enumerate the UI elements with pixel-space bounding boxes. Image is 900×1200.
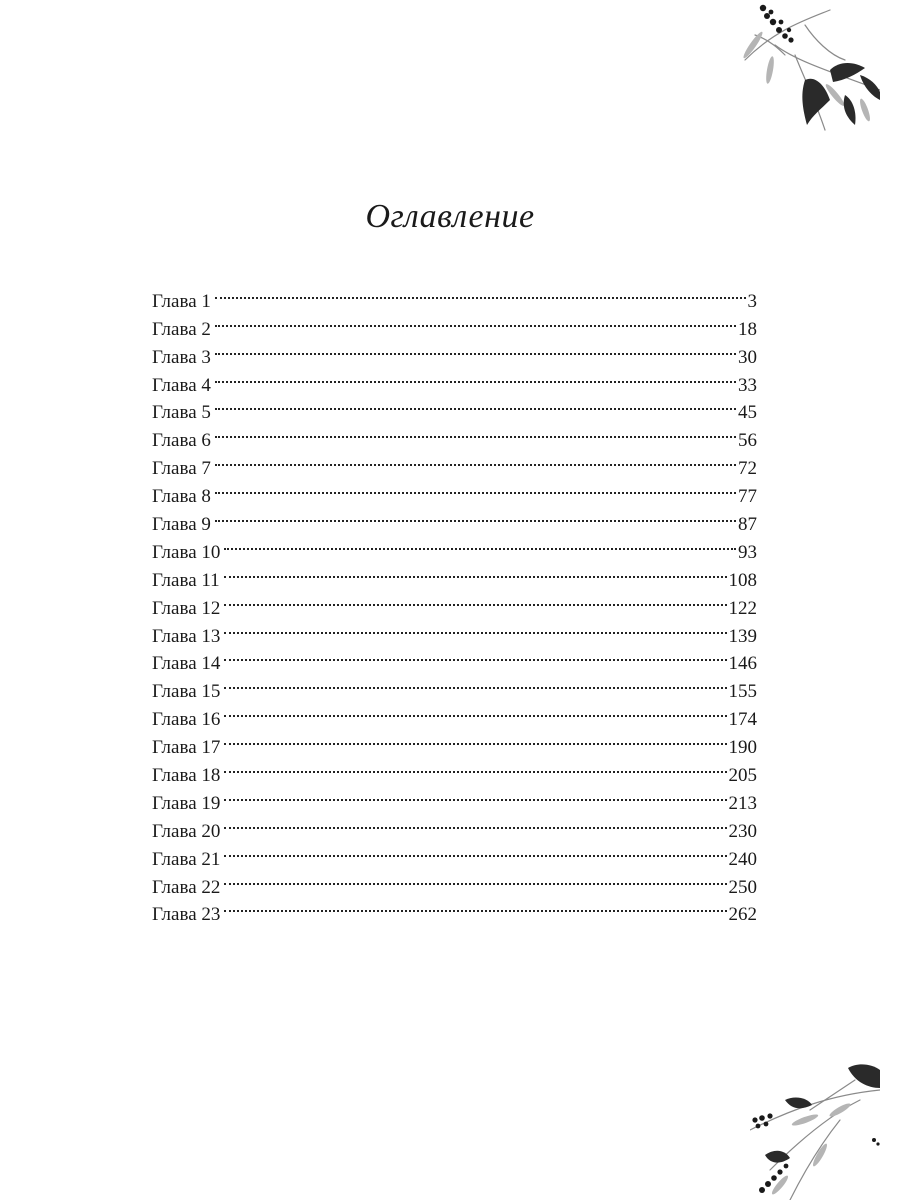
toc-dot-leader — [224, 642, 726, 670]
toc-page-number: 205 — [728, 765, 757, 787]
toc-chapter-label: Глава 1 — [152, 290, 211, 312]
toc-page-number: 122 — [728, 597, 757, 619]
toc-dot-leader — [224, 530, 736, 558]
toc-entry[interactable] — [152, 753, 757, 787]
toc-dot-leader — [215, 391, 736, 419]
toc-entry[interactable] — [152, 697, 757, 731]
toc-chapter-label: Глава 13 — [152, 625, 221, 647]
toc-chapter-label: Глава 16 — [152, 709, 221, 731]
toc-dot-leader — [224, 669, 726, 697]
toc-entry[interactable] — [152, 669, 757, 703]
toc-chapter-label: Глава 2 — [152, 318, 211, 340]
toc-page-number: 139 — [728, 625, 757, 647]
toc-dot-leader — [224, 558, 727, 586]
toc-chapter-label: Глава 3 — [152, 346, 211, 368]
toc-page-number: 30 — [738, 346, 757, 368]
toc-dot-leader — [215, 279, 746, 307]
toc-dot-leader — [224, 586, 726, 614]
page-title: Оглавление — [365, 198, 535, 235]
toc-entry[interactable] — [152, 363, 757, 396]
toc-page-number: 108 — [728, 569, 757, 591]
toc-entry[interactable] — [152, 865, 757, 898]
toc-chapter-label: Глава 22 — [152, 876, 221, 898]
toc-entry[interactable] — [152, 809, 757, 842]
toc-page-number: 174 — [728, 709, 757, 731]
toc-page-number: 190 — [728, 737, 757, 759]
toc-dot-leader — [224, 614, 726, 642]
toc-page-number: 72 — [738, 458, 757, 480]
toc-dot-leader — [215, 502, 736, 530]
toc-dot-leader — [224, 725, 726, 753]
toc-page-number: 230 — [728, 820, 757, 842]
toc-entry[interactable] — [152, 837, 757, 870]
toc-page-number: 262 — [728, 904, 757, 926]
toc-chapter-label: Глава 18 — [152, 765, 221, 787]
toc-entry[interactable] — [152, 586, 757, 619]
toc-chapter-label: Глава 5 — [152, 402, 211, 424]
toc-page-number: 3 — [747, 290, 757, 312]
toc-dot-leader — [224, 865, 726, 893]
toc-chapter-label: Глава 14 — [152, 653, 221, 675]
toc-chapter-label: Глава 20 — [152, 820, 221, 842]
toc-chapter-label: Глава 23 — [152, 904, 221, 926]
toc-chapter-label: Глава 10 — [152, 541, 221, 563]
toc-dot-leader — [224, 753, 726, 781]
toc-entry[interactable] — [152, 893, 757, 926]
toc-page-number: 33 — [738, 374, 757, 396]
toc-dot-leader — [215, 418, 736, 446]
toc-entry[interactable] — [152, 614, 757, 647]
toc-page-number: 250 — [728, 876, 757, 898]
toc-entry[interactable] — [152, 725, 757, 759]
toc-entry[interactable] — [152, 307, 757, 340]
toc-entry[interactable] — [152, 781, 757, 814]
toc-dot-leader — [224, 697, 726, 725]
toc-entry[interactable] — [152, 446, 757, 480]
toc-entry[interactable] — [152, 418, 757, 452]
toc-chapter-label: Глава 17 — [152, 737, 221, 759]
toc-chapter-label: Глава 9 — [152, 514, 211, 536]
toc-dot-leader — [224, 809, 726, 837]
toc-chapter-label: Глава 7 — [152, 458, 211, 480]
toc-dot-leader — [215, 474, 736, 502]
toc-entry[interactable] — [152, 335, 757, 368]
toc-chapter-label: Глава 15 — [152, 681, 221, 703]
toc-dot-leader — [224, 781, 726, 809]
toc-dot-leader — [215, 335, 736, 363]
toc-page-number: 87 — [738, 514, 757, 536]
toc-page-number: 93 — [738, 541, 757, 563]
toc-dot-leader — [215, 307, 736, 335]
toc-entry[interactable] — [152, 558, 757, 591]
toc-entry[interactable] — [152, 391, 757, 424]
table-of-contents — [152, 279, 757, 926]
toc-entry[interactable] — [152, 642, 757, 675]
floral-branch-icon — [735, 0, 880, 140]
toc-entry[interactable] — [152, 279, 757, 312]
floral-branch-icon — [750, 1060, 880, 1200]
toc-page-number: 146 — [728, 653, 757, 675]
toc-page-number: 155 — [728, 681, 757, 703]
toc-chapter-label: Глава 8 — [152, 486, 211, 508]
toc-page-number: 240 — [728, 848, 757, 870]
toc-entry[interactable] — [152, 530, 757, 563]
toc-page-number: 45 — [738, 402, 757, 424]
toc-chapter-label: Глава 6 — [152, 430, 211, 452]
toc-chapter-label: Глава 21 — [152, 848, 221, 870]
toc-entry[interactable] — [152, 502, 757, 536]
toc-chapter-label: Глава 19 — [152, 792, 221, 814]
toc-dot-leader — [224, 837, 726, 865]
toc-chapter-label: Глава 4 — [152, 374, 211, 396]
toc-dot-leader — [224, 893, 726, 921]
toc-chapter-label: Глава 11 — [152, 569, 220, 591]
toc-page-number: 56 — [738, 430, 757, 452]
toc-dot-leader — [215, 446, 736, 474]
toc-page-number: 77 — [738, 486, 757, 508]
toc-entry[interactable] — [152, 474, 757, 508]
toc-chapter-label: Глава 12 — [152, 597, 221, 619]
toc-page-number: 18 — [738, 318, 757, 340]
toc-page-number: 213 — [728, 792, 757, 814]
toc-dot-leader — [215, 363, 736, 391]
